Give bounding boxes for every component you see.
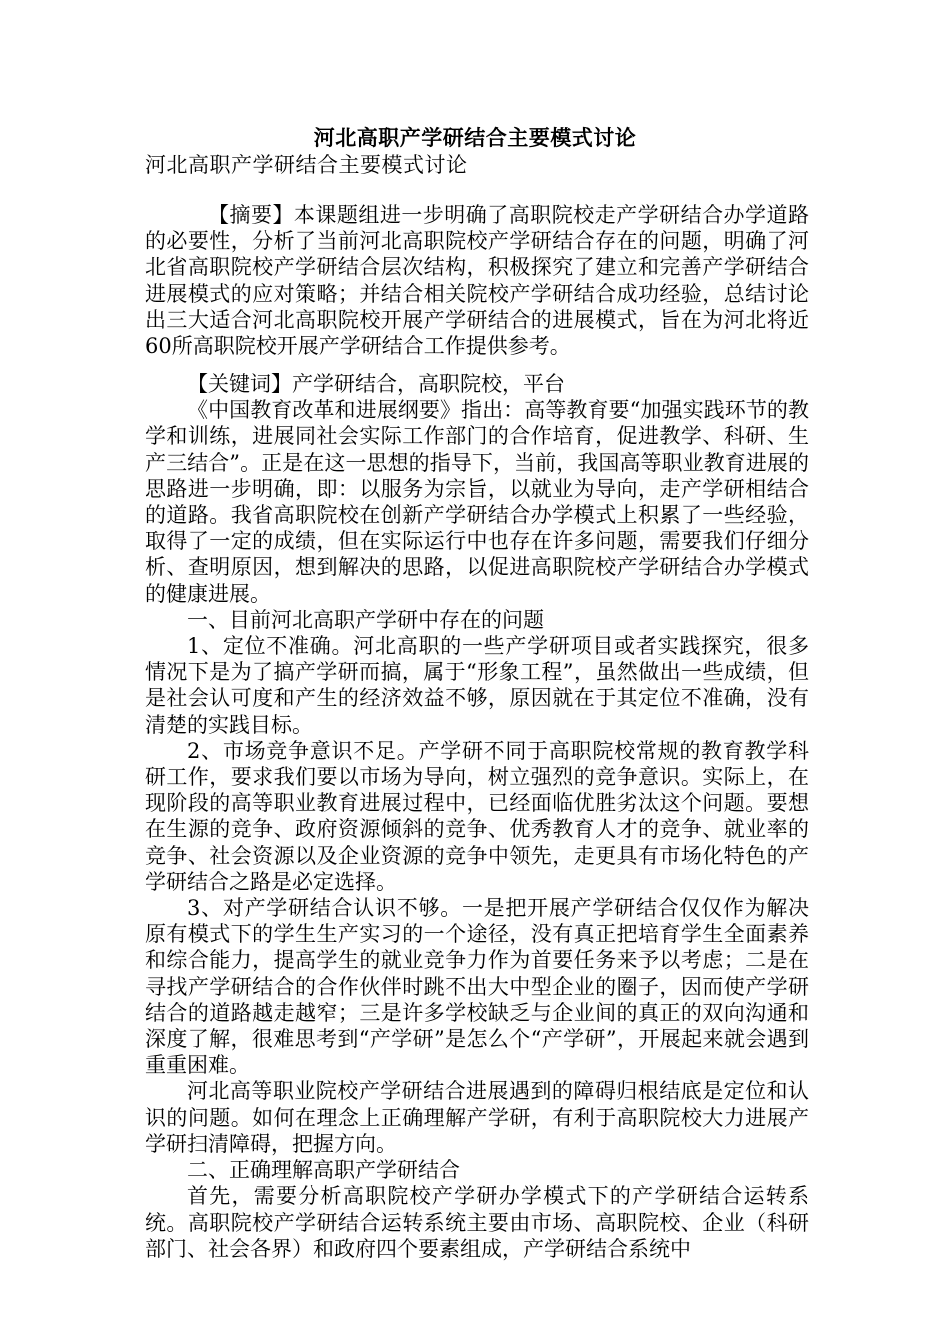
keywords-paragraph: 【关键词】产学研结合，高职院校，平台 [187,372,565,396]
abstract-paragraph: 【摘要】本课题组进一步明确了高职院校走产学研结合办学道路的必要性，分析了当前河北高职院校产学研结合存在的问题，明确了河北省高职院校产学研结合层次结构，积极探究了建立和完善产学研结合进展模式的应对策略；并结合相关院校产学研结合成功经验，总结讨论出三大适合河北高职院校开展产学研结合的进展模式，旨在为河北将近60所高职院校开展产学研结合工作提供参考。 [145,203,809,359]
body-paragraph: 《中国教育改革和进展纲要》指出：高等教育要“加强实践环节的教学和训练，进展同社会实际工作部门的合作培育，促进教学、科研、生产三结合”。正是在这一思想的指导下，当前，我国高等职业教育进展的思路进一步明确，即：以服务为宗旨，以就业为导向，走产学研相结合的道路。我省高职院校在创新产学研结合办学模式上积累了一些经验，取得了一定的成绩，但在实际运行中也存在许多问题，需要我们仔细分析、查明原因，想到解决的思路，以促进高职院校产学研结合办学模式的健康进展。 [145,398,809,606]
section-heading: 一、目前河北高职产学研中存在的问题 [187,607,544,632]
section-heading: 二、正确理解高职产学研结合 [187,1158,460,1183]
body-paragraph: 3、对产学研结合认识不够。一是把开展产学研结合仅仅作为解决原有模式下的学生生产实习的一个途径，没有真正把培育学生全面素养和综合能力，提高学生的就业竞争力作为首要任务来予以考虑；二是在寻找产学研结合的合作伙伴时跳不出大中型企业的圈子，因而使产学研结合的道路越走越窄；三是许多学校缺乏与企业间的真正的双向沟通和深度了解，很难思考到“产学研”是怎么个“产学研”，开展起来就会遇到重重困难。 [145,896,809,1078]
body-paragraph: 2、市场竞争意识不足。产学研不同于高职院校常规的教育教学科研工作，要求我们要以市场为导向，树立强烈的竞争意识。实际上，在现阶段的高等职业教育进展过程中，已经面临优胜劣汰这个问题。要想在生源的竞争、政府资源倾斜的竞争、优秀教育人才的竞争、就业率的竞争、社会资源以及企业资源的竞争中领先，走更具有市场化特色的产学研结合之路是必定选择。 [145,738,809,894]
body-paragraph: 1、定位不准确。河北高职的一些产学研项目或者实践探究，很多情况下是为了搞产学研而搞，属于“形象工程”，虽然做出一些成绩，但是社会认可度和产生的经济效益不够，原因就在于其定位不准确，没有清楚的实践目标。 [145,634,809,737]
document-title: 河北高职产学研结合主要模式讨论 [313,125,637,150]
document-subtitle: 河北高职产学研结合主要模式讨论 [145,153,468,177]
body-paragraph: 河北高等职业院校产学研结合进展遇到的障碍归根结底是定位和认识的问题。如何在理念上正确理解产学研，有利于高职院校大力进展产学研扫清障碍，把握方向。 [145,1079,809,1156]
body-paragraph: 首先，需要分析高职院校产学研办学模式下的产学研结合运转系统。高职院校产学研结合运转系统主要由市场、高职院校、企业（科研部门、社会各界）和政府四个要素组成，产学研结合系统中 [145,1184,809,1261]
abstract-section [145,202,809,359]
main-body [145,371,809,1262]
